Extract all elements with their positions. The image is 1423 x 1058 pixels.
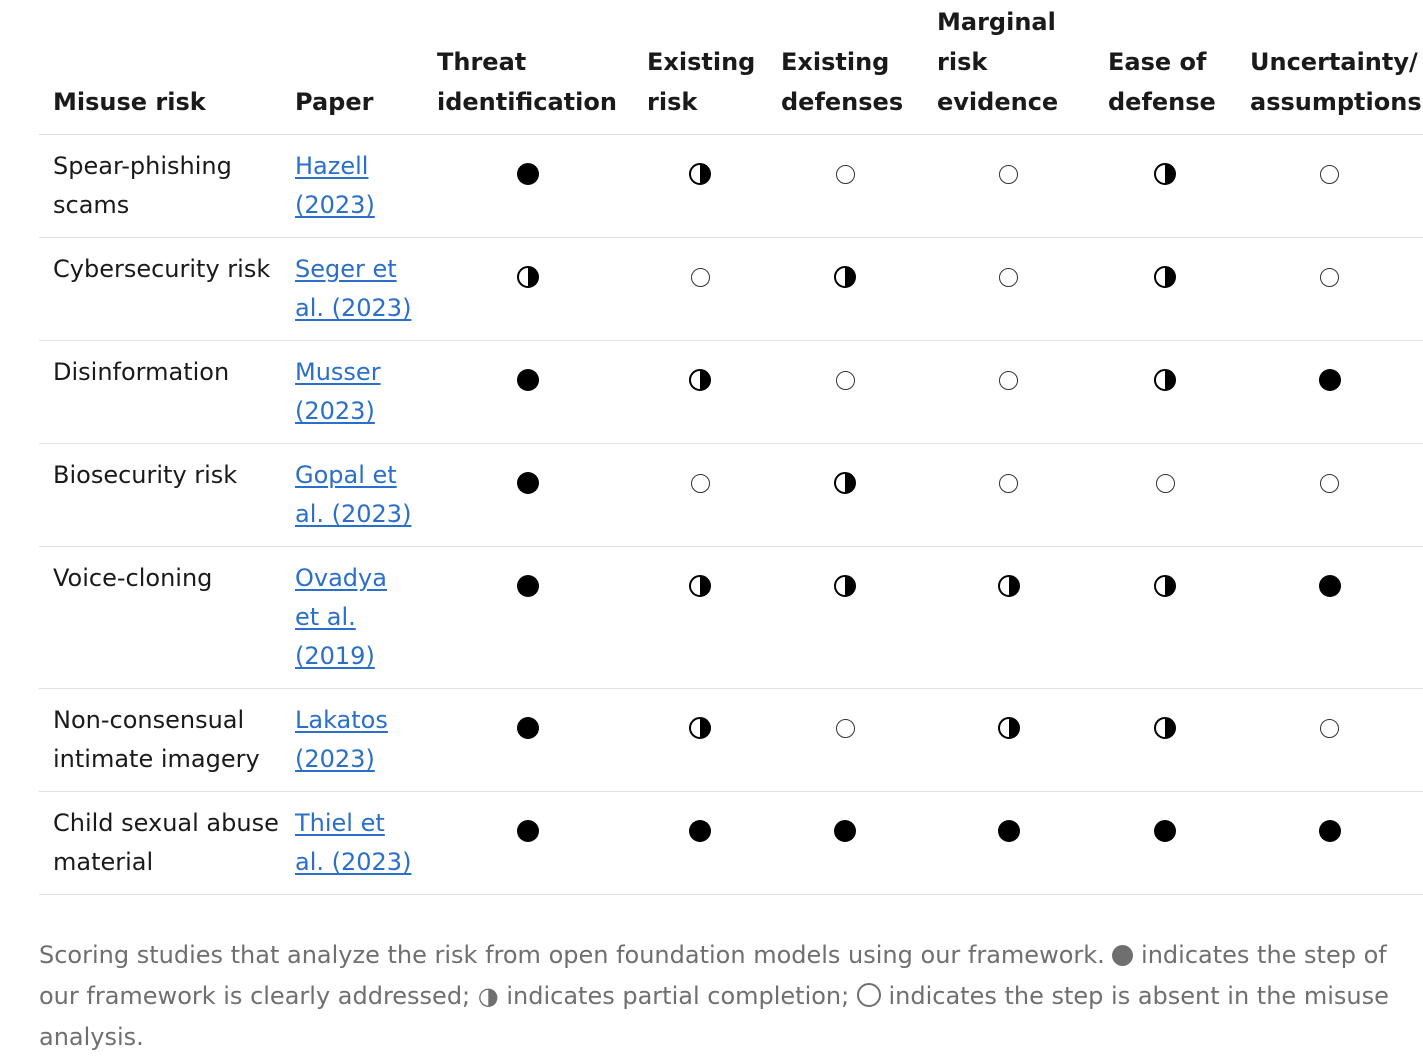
paper-link-text: al. (2023) bbox=[295, 294, 412, 322]
misuse-risk-cell bbox=[39, 444, 281, 547]
paper-cell bbox=[281, 689, 423, 792]
half-filled-circle-icon bbox=[1154, 717, 1176, 739]
score-existing-risk-cell bbox=[633, 238, 767, 341]
paper-link[interactable] bbox=[295, 461, 411, 528]
caption-text-3: indicates partial completion; bbox=[498, 982, 857, 1010]
empty-circle-icon bbox=[836, 165, 855, 184]
paper-link-text: Ovadya bbox=[295, 564, 387, 592]
half-filled-circle-icon bbox=[1154, 163, 1176, 185]
paper-link[interactable] bbox=[295, 809, 411, 876]
half-filled-circle-icon bbox=[1154, 575, 1176, 597]
filled-circle-icon bbox=[998, 820, 1020, 842]
caption-text-1: Scoring studies that analyze the risk from open foundation models using our framework. bbox=[39, 941, 1113, 969]
score-uncertainty-assumptions-cell bbox=[1236, 547, 1423, 689]
misuse-risk-label: Child sexual abuse bbox=[53, 809, 279, 837]
paper-cell bbox=[281, 135, 423, 238]
score-existing-defenses-cell bbox=[767, 238, 923, 341]
half-filled-circle-icon bbox=[689, 717, 711, 739]
paper-link-text: Seger et bbox=[295, 255, 397, 283]
score-ease-of-defense-cell bbox=[1094, 689, 1236, 792]
score-uncertainty-assumptions-cell bbox=[1236, 238, 1423, 341]
score-threat-identification-cell bbox=[423, 689, 633, 792]
paper-link-text: Gopal et bbox=[295, 461, 397, 489]
header-marginal-risk-evidence: Marginal risk evidence bbox=[923, 0, 1094, 135]
misuse-risk-label: Non-consensual bbox=[53, 706, 245, 734]
empty-circle-icon bbox=[836, 719, 855, 738]
filled-circle-icon bbox=[1319, 820, 1341, 842]
table-row bbox=[39, 547, 1423, 689]
score-existing-risk-cell bbox=[633, 341, 767, 444]
score-threat-identification-cell bbox=[423, 792, 633, 895]
empty-circle-icon bbox=[836, 371, 855, 390]
empty-circle-icon bbox=[999, 268, 1018, 287]
score-uncertainty-assumptions-cell bbox=[1236, 444, 1423, 547]
paper-link-text: al. (2023) bbox=[295, 500, 412, 528]
caption-text-4: indicates the step is absent in the misuse analysis. bbox=[39, 982, 1389, 1051]
table-row bbox=[39, 444, 1423, 547]
header-uncertainty-assumptions: Uncertainty/ assumptions bbox=[1236, 0, 1423, 135]
score-uncertainty-assumptions-cell bbox=[1236, 135, 1423, 238]
paper-link-text: Hazell bbox=[295, 152, 369, 180]
score-marginal-risk-evidence-cell bbox=[923, 792, 1094, 895]
half-filled-circle-icon bbox=[834, 266, 856, 288]
score-threat-identification-cell bbox=[423, 238, 633, 341]
misuse-risk-cell bbox=[39, 689, 281, 792]
half-filled-circle-icon bbox=[998, 717, 1020, 739]
paper-cell bbox=[281, 444, 423, 547]
score-threat-identification-cell bbox=[423, 444, 633, 547]
score-marginal-risk-evidence-cell bbox=[923, 547, 1094, 689]
score-ease-of-defense-cell bbox=[1094, 341, 1236, 444]
paper-cell bbox=[281, 792, 423, 895]
paper-link-text: (2023) bbox=[295, 745, 375, 773]
filled-circle-icon bbox=[517, 163, 539, 185]
score-existing-risk-cell bbox=[633, 135, 767, 238]
score-existing-defenses-cell bbox=[767, 135, 923, 238]
misuse-risk-label: Disinformation bbox=[53, 358, 230, 386]
table-row bbox=[39, 792, 1423, 895]
scoring-table-container bbox=[39, 0, 1423, 895]
score-ease-of-defense-cell bbox=[1094, 792, 1236, 895]
empty-circle-icon bbox=[1320, 719, 1339, 738]
filled-circle-icon bbox=[517, 369, 539, 391]
empty-circle-icon bbox=[1320, 165, 1339, 184]
header-row bbox=[39, 0, 1423, 135]
misuse-risk-label: Voice-cloning bbox=[53, 564, 213, 592]
paper-link-text: Thiel et bbox=[295, 809, 385, 837]
half-filled-circle-icon bbox=[689, 163, 711, 185]
score-existing-defenses-cell bbox=[767, 444, 923, 547]
paper-link[interactable] bbox=[295, 358, 381, 425]
score-threat-identification-cell bbox=[423, 341, 633, 444]
table-row bbox=[39, 135, 1423, 238]
empty-circle-icon bbox=[691, 268, 710, 287]
score-existing-defenses-cell bbox=[767, 547, 923, 689]
misuse-risk-cell bbox=[39, 238, 281, 341]
filled-circle-icon bbox=[689, 820, 711, 842]
empty-circle-icon bbox=[1320, 268, 1339, 287]
misuse-risk-cell bbox=[39, 792, 281, 895]
table-row bbox=[39, 689, 1423, 792]
half-filled-circle-icon bbox=[834, 575, 856, 597]
table-caption bbox=[39, 935, 1414, 1058]
half-filled-circle-icon bbox=[689, 369, 711, 391]
score-threat-identification-cell bbox=[423, 547, 633, 689]
misuse-risk-cell bbox=[39, 135, 281, 238]
empty-circle-icon bbox=[1320, 474, 1339, 493]
score-ease-of-defense-cell bbox=[1094, 135, 1236, 238]
filled-circle-icon bbox=[517, 575, 539, 597]
score-threat-identification-cell bbox=[423, 135, 633, 238]
empty-circle-icon bbox=[1156, 474, 1175, 493]
score-existing-defenses-cell bbox=[767, 689, 923, 792]
paper-link-text: et al. bbox=[295, 603, 356, 631]
caption-text-2: indicates the step of our framework is clearly addressed; bbox=[39, 941, 1387, 1010]
score-ease-of-defense-cell bbox=[1094, 444, 1236, 547]
misuse-risk-label: material bbox=[53, 848, 154, 876]
filled-circle-icon bbox=[517, 717, 539, 739]
table-row bbox=[39, 238, 1423, 341]
score-uncertainty-assumptions-cell bbox=[1236, 689, 1423, 792]
filled-circle-icon bbox=[517, 472, 539, 494]
misuse-risk-label: Spear-phishing bbox=[53, 152, 232, 180]
table-body bbox=[39, 135, 1423, 895]
filled-circle-icon bbox=[1319, 369, 1341, 391]
scoring-table bbox=[39, 0, 1423, 895]
score-existing-risk-cell bbox=[633, 792, 767, 895]
paper-link[interactable] bbox=[295, 255, 411, 322]
paper-cell bbox=[281, 341, 423, 444]
paper-link-text: al. (2023) bbox=[295, 848, 412, 876]
empty-circle-icon bbox=[999, 371, 1018, 390]
score-marginal-risk-evidence-cell bbox=[923, 444, 1094, 547]
half-filled-circle-icon bbox=[834, 472, 856, 494]
score-marginal-risk-evidence-cell bbox=[923, 238, 1094, 341]
paper-link[interactable] bbox=[295, 152, 375, 219]
misuse-risk-label: intimate imagery bbox=[53, 745, 260, 773]
header-existing-risk: Existing risk bbox=[633, 0, 767, 135]
paper-link-text: (2023) bbox=[295, 397, 375, 425]
filled-circle-icon bbox=[834, 820, 856, 842]
table-row bbox=[39, 341, 1423, 444]
paper-link-text: Musser bbox=[295, 358, 381, 386]
paper-cell bbox=[281, 238, 423, 341]
empty-circle-icon bbox=[691, 474, 710, 493]
score-marginal-risk-evidence-cell bbox=[923, 689, 1094, 792]
score-ease-of-defense-cell bbox=[1094, 547, 1236, 689]
score-existing-risk-cell bbox=[633, 689, 767, 792]
paper-link[interactable] bbox=[295, 706, 388, 773]
empty-circle-icon bbox=[857, 983, 881, 1007]
score-existing-defenses-cell bbox=[767, 341, 923, 444]
misuse-risk-label: Cybersecurity risk bbox=[53, 255, 271, 283]
paper-link-text: (2023) bbox=[295, 191, 375, 219]
header-ease-of-defense: Ease of defense bbox=[1094, 0, 1236, 135]
paper-cell bbox=[281, 547, 423, 689]
half-filled-circle-icon bbox=[517, 266, 539, 288]
filled-circle-icon bbox=[517, 820, 539, 842]
half-filled-circle-icon bbox=[998, 575, 1020, 597]
misuse-risk-label: scams bbox=[53, 191, 130, 219]
filled-circle-icon bbox=[1319, 575, 1341, 597]
paper-link[interactable] bbox=[295, 564, 387, 670]
empty-circle-icon bbox=[999, 474, 1018, 493]
score-existing-risk-cell bbox=[633, 444, 767, 547]
score-marginal-risk-evidence-cell bbox=[923, 341, 1094, 444]
score-uncertainty-assumptions-cell bbox=[1236, 341, 1423, 444]
header-paper: Paper bbox=[281, 0, 423, 135]
score-existing-defenses-cell bbox=[767, 792, 923, 895]
misuse-risk-cell bbox=[39, 341, 281, 444]
half-filled-circle-icon bbox=[1154, 266, 1176, 288]
half-filled-circle-icon: ◑ bbox=[477, 982, 499, 1010]
half-filled-circle-icon bbox=[689, 575, 711, 597]
half-filled-circle-icon bbox=[1154, 369, 1176, 391]
misuse-risk-cell bbox=[39, 547, 281, 689]
score-ease-of-defense-cell bbox=[1094, 238, 1236, 341]
header-existing-defenses: Existing defenses bbox=[767, 0, 923, 135]
paper-link-text: Lakatos bbox=[295, 706, 388, 734]
empty-circle-icon bbox=[999, 165, 1018, 184]
score-marginal-risk-evidence-cell bbox=[923, 135, 1094, 238]
filled-circle-icon bbox=[1154, 820, 1176, 842]
header-misuse-risk: Misuse risk bbox=[39, 0, 281, 135]
filled-circle-icon bbox=[1112, 945, 1133, 966]
score-existing-risk-cell bbox=[633, 547, 767, 689]
header-threat-identification: Threat identification bbox=[423, 0, 633, 135]
misuse-risk-label: Biosecurity risk bbox=[53, 461, 238, 489]
score-uncertainty-assumptions-cell bbox=[1236, 792, 1423, 895]
paper-link-text: (2019) bbox=[295, 642, 375, 670]
